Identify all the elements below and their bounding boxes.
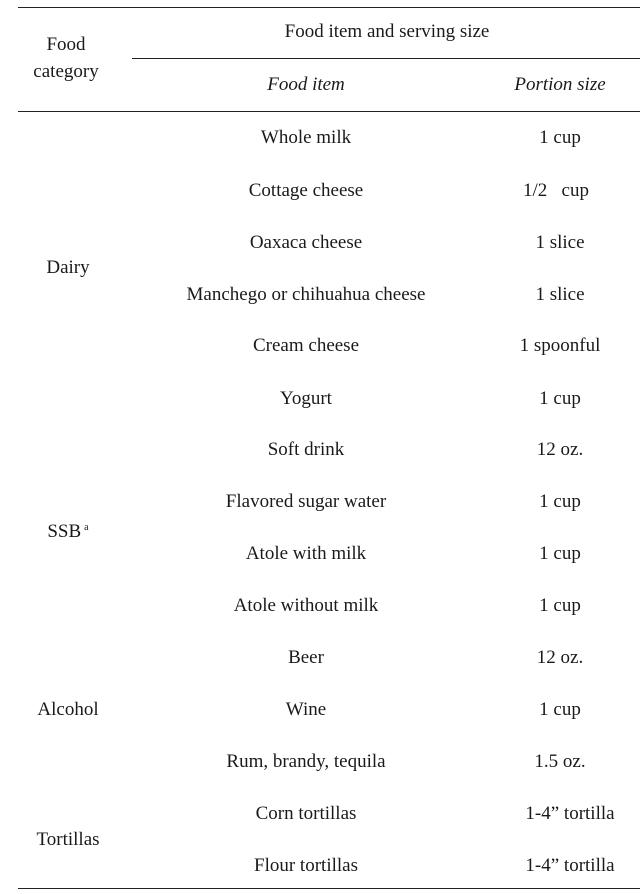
portion-size: 1 cup bbox=[539, 543, 581, 564]
food-category-header bbox=[0, 31, 132, 85]
top-rule bbox=[18, 7, 640, 8]
portion-size: 1 slice bbox=[535, 284, 585, 305]
portion-size: 1/2 cup bbox=[523, 180, 589, 201]
food-item: Corn tortillas bbox=[255, 803, 357, 824]
portion-size: 12 oz. bbox=[536, 647, 584, 668]
portion-size: 1 cup bbox=[539, 699, 581, 720]
food-item: Whole milk bbox=[260, 127, 352, 148]
food-item: Flavored sugar water bbox=[225, 491, 387, 512]
category-alcohol: Alcohol bbox=[37, 699, 99, 720]
category-tortillas: Tortillas bbox=[36, 829, 100, 850]
food-item: Atole with milk bbox=[245, 543, 367, 564]
food-item: Soft drink bbox=[267, 439, 345, 460]
portion-size: 1 cup bbox=[539, 127, 581, 148]
food-item: Cream cheese bbox=[252, 335, 360, 356]
portion-size: 1.5 oz. bbox=[534, 751, 586, 772]
food-item: Wine bbox=[285, 699, 327, 720]
food-item: Cottage cheese bbox=[248, 180, 364, 201]
category-ssb: SSB $^a$ bbox=[47, 521, 89, 542]
food-item: Manchego or chihuahua cheese bbox=[186, 284, 426, 305]
span-header: Food item and serving size bbox=[284, 21, 490, 42]
portion-size: 1 cup bbox=[539, 491, 581, 512]
portion-size: 1 cup bbox=[539, 595, 581, 616]
col-header-food-item: Food item bbox=[267, 74, 345, 95]
portion-size: 1-4” tortilla bbox=[525, 803, 615, 824]
portion-size: 1-4” tortilla bbox=[525, 855, 615, 876]
portion-size: 1 cup bbox=[539, 388, 581, 409]
food-category-header-line2: category bbox=[33, 61, 99, 82]
food-item: Atole without milk bbox=[233, 595, 379, 616]
bottom-rule bbox=[18, 888, 640, 889]
portion-size: 1 spoonful bbox=[519, 335, 601, 356]
food-item: Beer bbox=[288, 647, 324, 668]
food-category-header-line1: Food bbox=[46, 34, 86, 55]
header-bottom-rule bbox=[18, 111, 640, 112]
food-item: Flour tortillas bbox=[254, 855, 358, 876]
food-item: Oaxaca cheese bbox=[249, 232, 363, 253]
subheader-rule bbox=[132, 58, 640, 59]
portion-size: 1 slice bbox=[535, 232, 585, 253]
food-item: Yogurt bbox=[280, 388, 332, 409]
col-header-portion-size: Portion size bbox=[514, 74, 606, 95]
footnote-marker: a bbox=[84, 522, 89, 533]
category-dairy: Dairy bbox=[46, 257, 90, 278]
food-item: Rum, brandy, tequila bbox=[226, 751, 386, 772]
portion-size: 12 oz. bbox=[536, 439, 584, 460]
